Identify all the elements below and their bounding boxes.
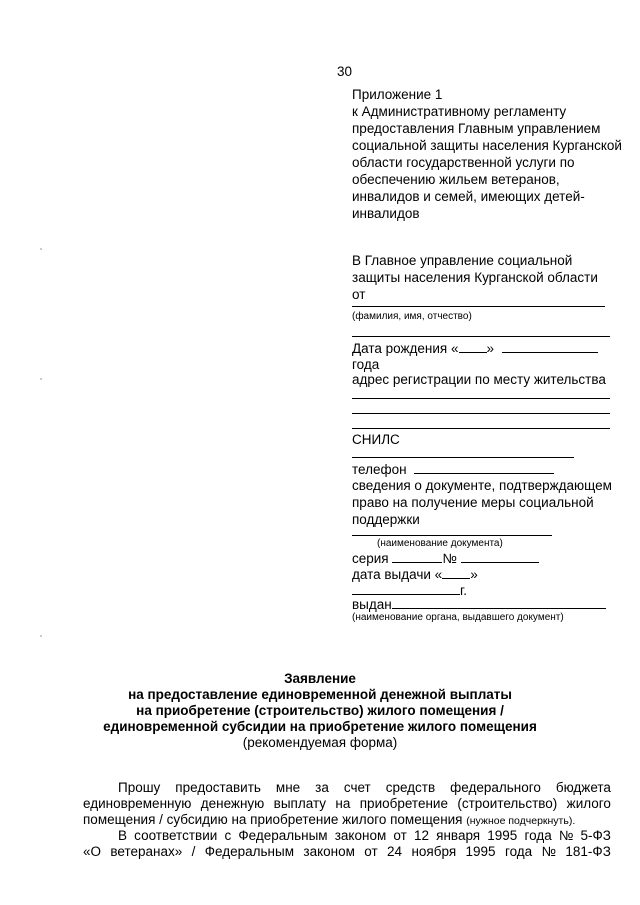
issued-by-row	[352, 596, 606, 613]
body-word: соответствии	[134, 828, 218, 843]
scan-speck	[40, 378, 42, 380]
series-label: серия	[352, 551, 389, 566]
body-word: бюджета	[555, 780, 611, 795]
body-word: мне	[275, 780, 301, 795]
body-word: единовременную	[83, 796, 192, 811]
appendix-line: инвалидов и семей, имеющих детей-	[352, 189, 585, 204]
statement-title-line: единовременной субсидии на приобретение жилого помещения	[103, 719, 537, 734]
document-info-line: право на получение меры социальной	[352, 495, 594, 510]
body-word: федерального	[450, 780, 541, 795]
body-word: приобретение	[359, 796, 448, 811]
body-word: законом	[334, 828, 387, 843]
body-word: 5-ФЗ	[580, 828, 611, 843]
body-word: Федеральным	[204, 844, 294, 859]
snils-input-line[interactable]	[352, 457, 574, 458]
document-info-line: поддержки	[352, 512, 420, 527]
issued-label: выдан	[352, 597, 392, 612]
body-word: №	[541, 844, 557, 859]
body-word: от	[364, 844, 378, 859]
birth-year-label: года	[352, 357, 380, 372]
statement-title: Заявление	[284, 671, 356, 686]
body-word: 1995	[487, 828, 518, 843]
body-word: счет	[343, 780, 371, 795]
year-suffix: г.	[460, 583, 468, 598]
document-name-line[interactable]	[352, 535, 552, 536]
body-p1-line3-main: помещения / субсидию на приобретение жилого помещения	[83, 812, 463, 827]
appendix-line: области государственной услуги по	[352, 155, 575, 170]
appendix-line: инвалидов	[352, 206, 420, 221]
body-p1-line2	[83, 795, 611, 812]
issue-date-quote: »	[470, 567, 478, 582]
appendix-line: предоставления Главным управлением	[352, 121, 601, 136]
address-line-2[interactable]	[352, 413, 610, 414]
body-word: /	[191, 844, 196, 859]
body-word: года	[524, 828, 552, 843]
body-word: №	[558, 828, 574, 843]
appendix-line: Приложение 1	[352, 87, 443, 102]
scan-speck	[40, 635, 42, 637]
body-p2-line2	[83, 843, 611, 860]
number-field[interactable]	[461, 550, 539, 563]
appendix-line: к Административному регламенту	[352, 104, 567, 119]
issuer-caption: (наименование органа, выдавшего документ)	[352, 612, 564, 623]
body-p1-line3-note: (нужное подчеркнуть).	[466, 815, 576, 827]
body-word: выплату	[273, 796, 327, 811]
phone-row	[352, 461, 554, 478]
body-word: (строительство)	[457, 796, 558, 811]
fio-extra-line[interactable]	[352, 336, 610, 337]
body-word: на	[335, 796, 351, 811]
body-word: 181-ФЗ	[565, 844, 611, 859]
addressee-line: В Главное управление социальной	[352, 253, 573, 268]
fio-input-line[interactable]	[352, 306, 605, 307]
appendix-block	[352, 86, 622, 222]
address-label: адрес регистрации по месту жительства	[352, 372, 606, 387]
body-word: средств	[385, 780, 436, 795]
fio-caption: (фамилия, имя, отчество)	[352, 311, 472, 322]
birth-date-quote: »	[486, 341, 495, 356]
body-p2-line1	[118, 827, 611, 844]
document-name-caption: (наименование документа)	[377, 538, 503, 549]
birth-date-row	[352, 340, 598, 357]
body-p1-line1	[118, 779, 611, 796]
statement-title-line: на предоставление единовременной денежной выплаты	[128, 687, 512, 702]
body-word: предоставить	[175, 780, 261, 795]
address-line-1[interactable]	[352, 398, 610, 399]
body-word: от	[393, 828, 407, 843]
addressee-line: от	[352, 287, 366, 302]
birth-date-label: Дата рождения «	[352, 341, 459, 356]
statement-title-line: на приобретение (строительство) жилого помещения /	[136, 703, 504, 718]
issue-date-label: дата выдачи «	[352, 567, 443, 582]
body-word: с	[224, 828, 232, 843]
addressee-line: защиты населения Курганской области	[352, 270, 598, 285]
body-word: ноября	[411, 844, 457, 859]
document-info-block	[352, 477, 612, 528]
body-word: законом	[303, 844, 355, 859]
addressee-block	[352, 252, 598, 303]
issue-day-field[interactable]	[442, 566, 470, 579]
page-number: 30	[337, 64, 353, 79]
appendix-line: обеспечению жильем ветеранов,	[352, 172, 560, 187]
birth-day-field[interactable]	[459, 340, 487, 353]
series-number-row	[352, 550, 539, 567]
appendix-line: социальной защиты населения Курганской	[352, 138, 622, 153]
issue-year-field[interactable]	[352, 582, 460, 595]
number-label: №	[442, 551, 457, 566]
issued-by-field[interactable]	[392, 596, 606, 609]
body-word: 12	[413, 828, 429, 843]
body-word: денежную	[200, 796, 265, 811]
body-word: Прошу	[118, 780, 161, 795]
body-word: Федеральным	[238, 828, 328, 843]
body-word: за	[315, 780, 329, 795]
series-field[interactable]	[392, 550, 442, 563]
address-line-3[interactable]	[352, 428, 610, 429]
snils-label: СНИЛС	[352, 432, 400, 447]
body-word: В	[118, 828, 128, 843]
document-info-line: сведения о документе, подтверждающем	[352, 478, 612, 493]
body-word: «О	[83, 844, 102, 859]
body-word: жилого	[566, 796, 611, 811]
body-word: января	[436, 828, 481, 843]
birth-month-field[interactable]	[502, 340, 598, 353]
body-word: 24	[387, 844, 403, 859]
body-word: ветеранах»	[110, 844, 183, 859]
body-word: 1995	[465, 844, 496, 859]
issue-date-row	[352, 566, 478, 583]
statement-subtitle: (рекомендуемая форма)	[242, 735, 398, 750]
phone-field[interactable]	[414, 461, 554, 474]
scan-speck	[40, 248, 42, 250]
body-word: года	[504, 844, 533, 859]
phone-label: телефон	[352, 462, 407, 477]
